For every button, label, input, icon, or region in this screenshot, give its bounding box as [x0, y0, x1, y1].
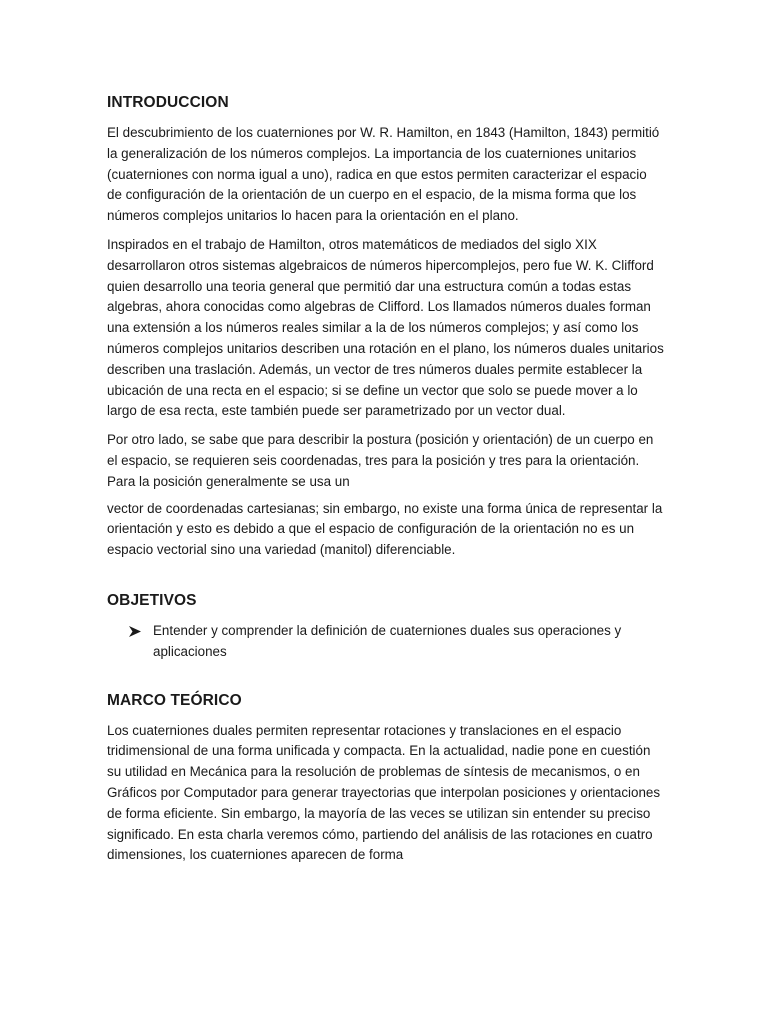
objetivos-list — [107, 621, 665, 663]
marco-paragraph-1: Los cuaterniones duales permiten representar rotaciones y translaciones en el espacio tridimensional de una forma unificada y compacta. En la actualidad, nadie pone en cuestión su utilidad en Mecánica para la resolución de problemas de síntesis de mecanismos, o en Gráficos por Computador para generar trayectorias que interpolan posiciones y orientaciones de forma eficiente. Sin embargo, la mayoría de las veces se utilizan sin entender su preciso significado. En esta charla veremos cómo, partiendo del análisis de las rotaciones en cuatro dimensiones, los cuaterniones aparecen de forma — [107, 722, 661, 863]
intro-paragraph-2: Inspirados en el trabajo de Hamilton, otros matemáticos de mediados del siglo XIX desarrollaron otros sistemas algebraicos de números hipercomplejos, pero fue W. K. Clifford quien desarrollo una teoria general que permitió dar una estructura común a todas estas algebras, ahora conocidas como algebras de Clifford. Los llamados números duales forman una extensión a los números reales similar a la de los números complejos; y así como los números complejos unitarios describen una rotación en el plano, los números duales unitarios describen una traslación. Además, un vector de tres números duales permite establecer la ubicación de una recta en el espacio; si se define un vector que solo se puede mover a lo largo de esa recta, este también puede ser parametrizado por un vector dual. — [107, 236, 664, 419]
intro-paragraph-4: vector de coordenadas cartesianas; sin embargo, no existe una forma única de representar la orientación y esto es debido a que el espacio de configuración de la orientación no es un espacio vectorial sino una variedad (manitol) diferenciable. — [107, 500, 663, 558]
section-spacer — [107, 569, 665, 591]
heading-introduccion: INTRODUCCION — [107, 94, 229, 111]
objetivo-text: Entender y comprender la definición de cuaterniones duales sus operaciones y aplicaciones — [153, 622, 622, 659]
heading-objetivos: OBJETIVOS — [107, 591, 197, 609]
document-page — [107, 93, 665, 874]
section-spacer — [107, 663, 665, 691]
list-item — [107, 621, 665, 663]
intro-paragraph-1: El descubrimiento de los cuaterniones por W. R. Hamilton, en 1843 (Hamilton, 1843) permitió la generalización de los números complejos. La importancia de los cuaterniones unitarios (cuaterniones con norma igual a uno), radica en que estos permiten caracterizar el espacio de configuración de la orientación de un cuerpo en el espacio, de la misma forma que los números complejos unitarios lo hacen para la orientación en el plano. — [107, 125, 660, 224]
arrowhead-bullet-icon — [129, 626, 141, 637]
heading-marco-teorico: MARCO TEÓRICO — [107, 691, 242, 709]
intro-paragraph-3: Por otro lado, se sabe que para describir la postura (posición y orientación) de un cuerpo en el espacio, se requieren seis coordenadas, tres para la posición y tres para la orientación. Para la posición generalmente se usa un — [107, 432, 654, 489]
